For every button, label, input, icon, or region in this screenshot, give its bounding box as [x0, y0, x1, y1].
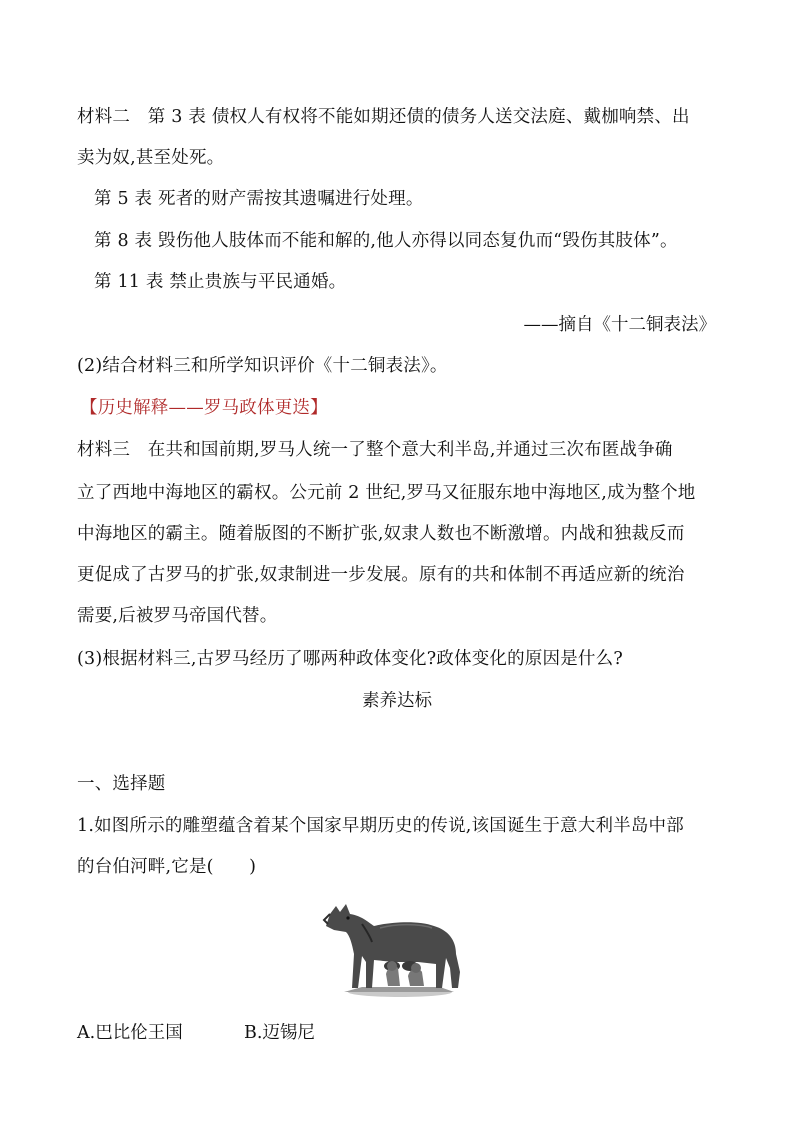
- material-two-source: ——摘自《十二铜表法》: [523, 315, 716, 335]
- part-one-heading: 一、选择题: [77, 774, 166, 794]
- practice-title: 素养达标: [362, 691, 432, 711]
- she-wolf-sculpture-image: [322, 896, 466, 1000]
- option-b: B.迈锡尼: [244, 1023, 315, 1043]
- material-two-line-2: 卖为奴,甚至处死。: [77, 148, 225, 168]
- question-3: (3)根据材料三,古罗马经历了哪两种政体变化?政体变化的原因是什么?: [77, 649, 623, 669]
- question-1-line-1: 1.如图所示的雕塑蕴含着某个国家早期历史的传说,该国诞生于意大利半岛中部: [77, 816, 684, 836]
- table-8-text: 第 8 表 毁伤他人肢体而不能和解的,他人亦得以同态复仇而“毁伤其肢体”。: [94, 231, 678, 251]
- section-heading: 【历史解释——罗马政体更迭】: [80, 398, 328, 418]
- material-three-line-4: 更促成了古罗马的扩张,奴隶制进一步发展。原有的共和体制不再适应新的统治: [77, 565, 685, 585]
- material-two-line-1: 材料二 第 3 表 债权人有权将不能如期还债的债务人送交法庭、戴枷响禁、出: [77, 107, 690, 127]
- material-three-line-1: 材料三 在共和国前期,罗马人统一了整个意大利半岛,并通过三次布匿战争确: [77, 440, 673, 460]
- table-5-text: 第 5 表 死者的财产需按其遗嘱进行处理。: [94, 189, 424, 209]
- table-11-text: 第 11 表 禁止贵族与平民通婚。: [94, 272, 347, 292]
- material-three-line-2: 立了西地中海地区的霸权。公元前 2 世纪,罗马又征服东地中海地区,成为整个地: [77, 483, 696, 503]
- material-three-line-3: 中海地区的霸主。随着版图的不断扩张,奴隶人数也不断激增。内战和独裁反而: [77, 524, 685, 544]
- question-2: (2)结合材料三和所学知识评价《十二铜表法》。: [77, 356, 448, 376]
- question-1-line-2: 的台伯河畔,它是( ): [77, 857, 257, 877]
- option-a: A.巴比伦王国: [77, 1023, 183, 1043]
- material-three-line-5: 需要,后被罗马帝国代替。: [77, 606, 278, 626]
